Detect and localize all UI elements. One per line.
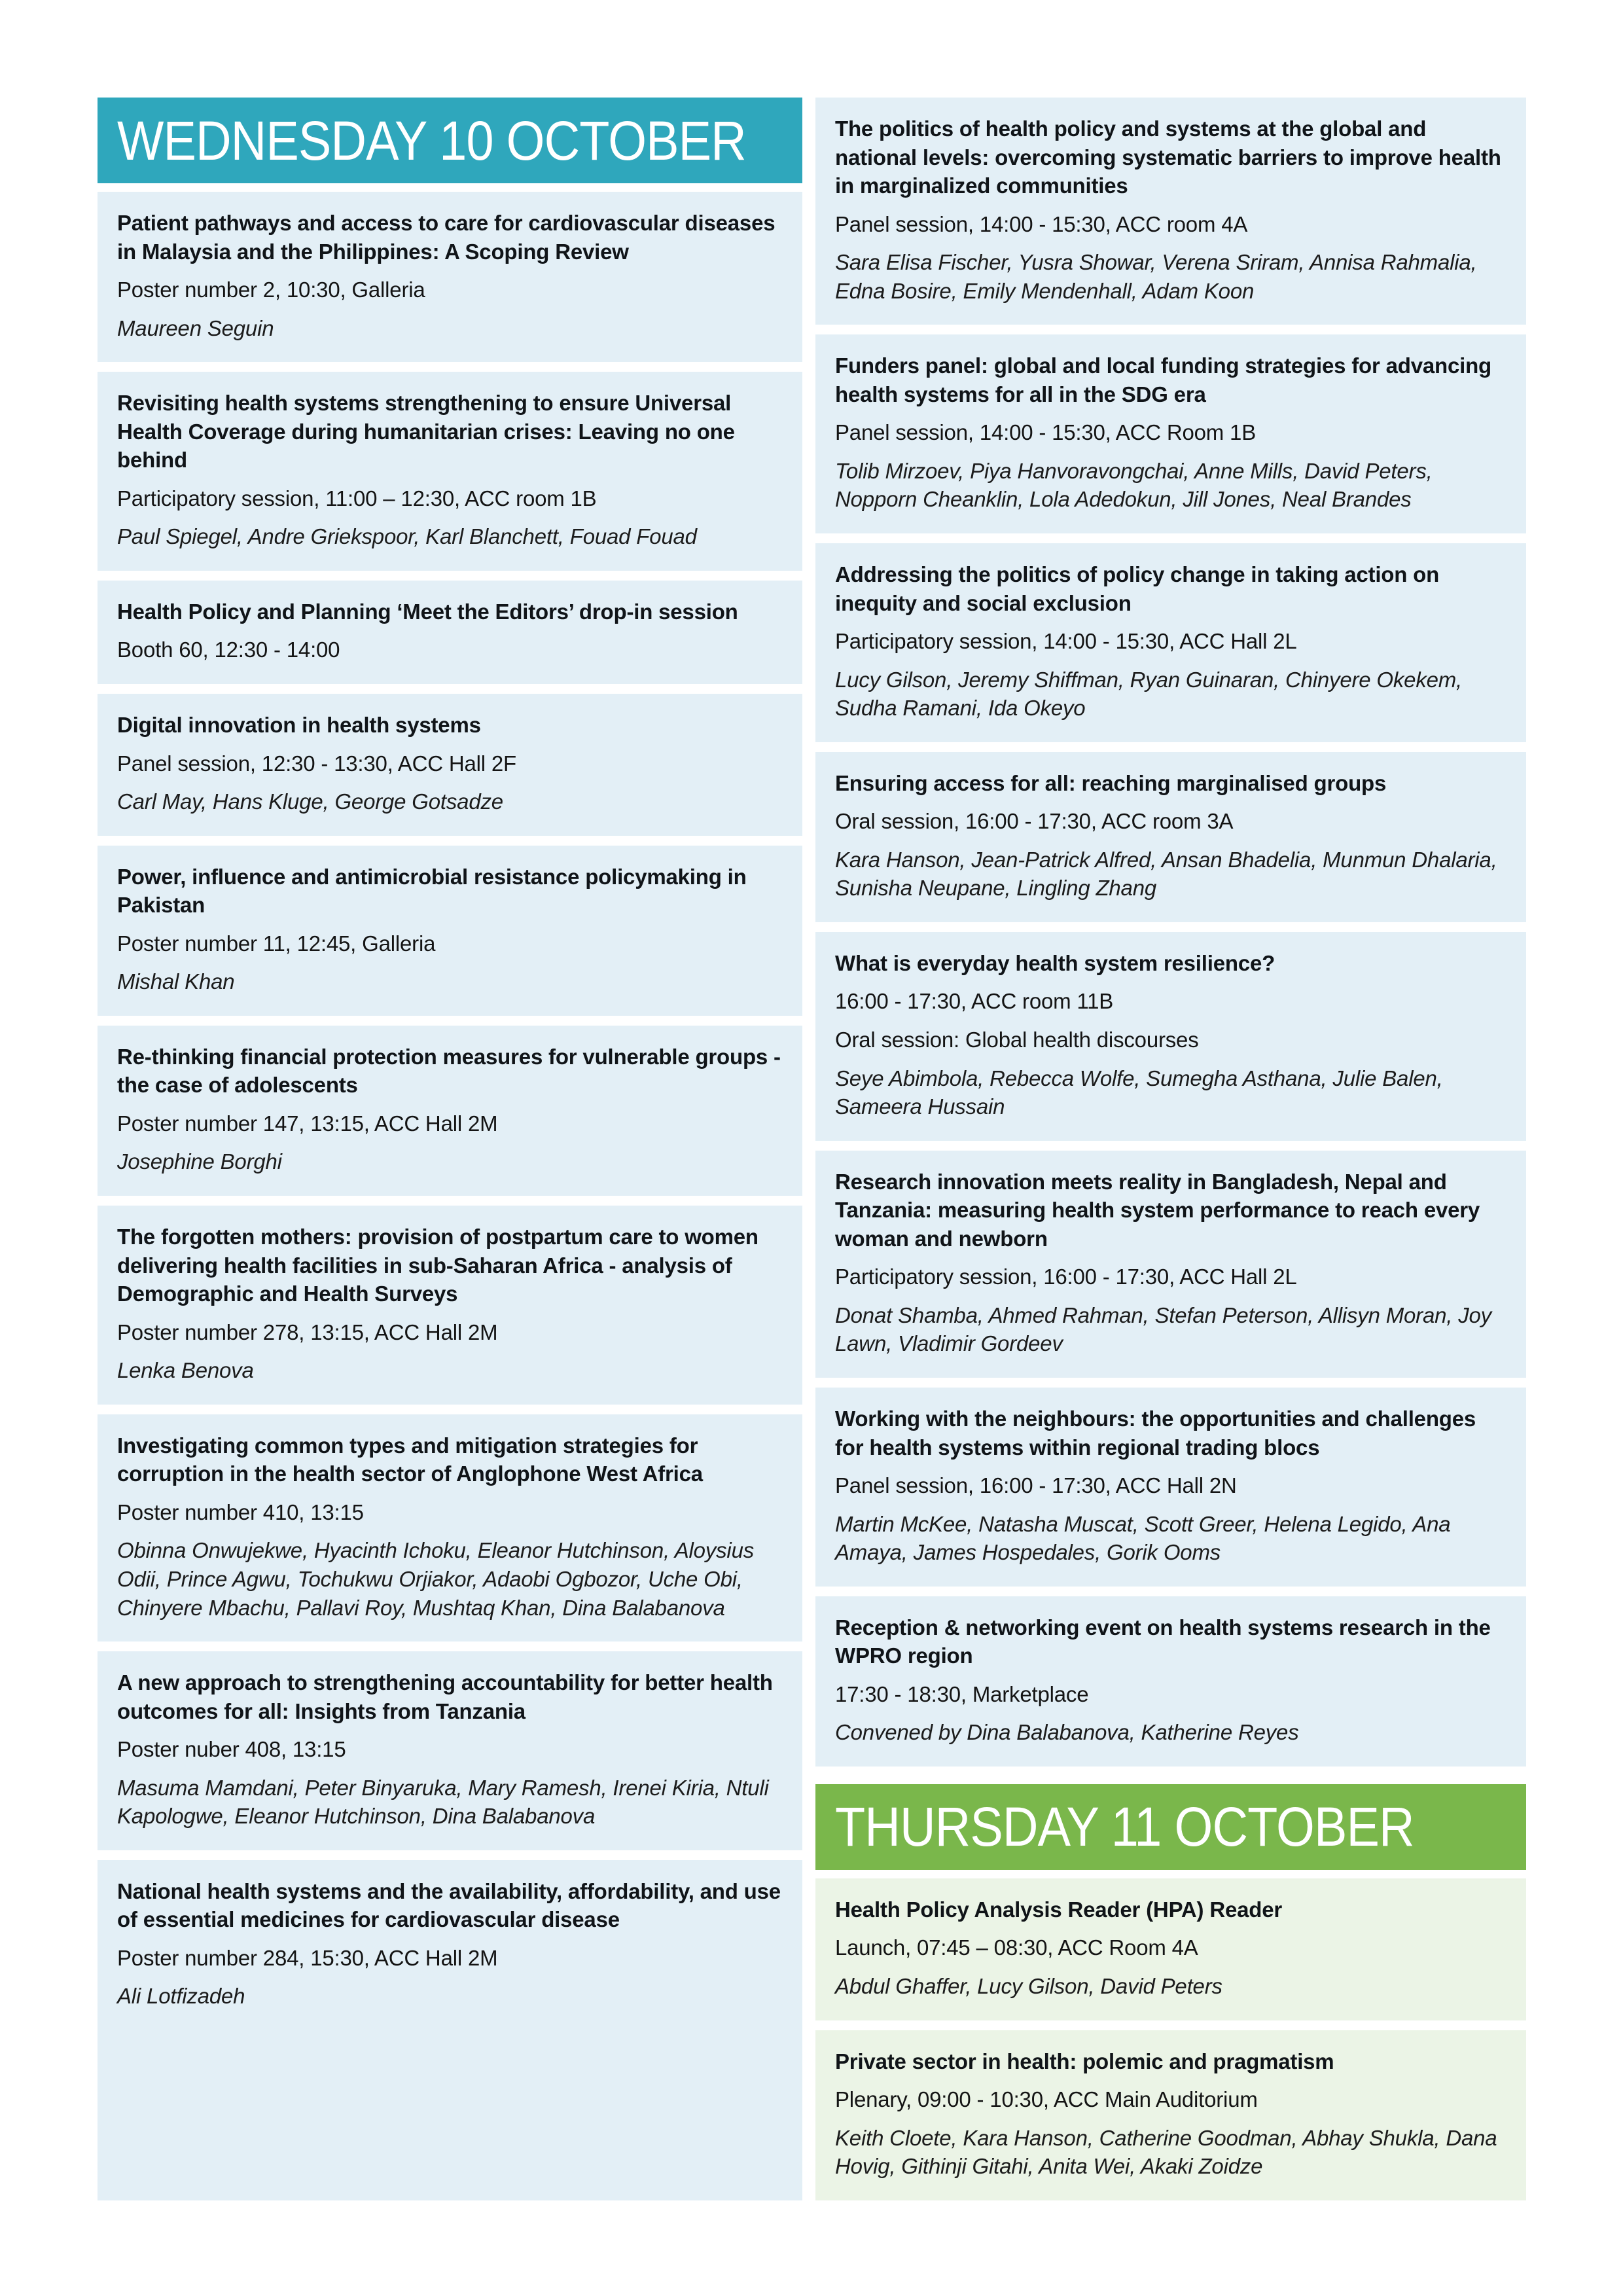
event-card [98, 694, 802, 836]
event-session: Plenary, 09:00 - 10:30, ACC Main Auditorium [835, 2087, 1258, 2112]
event-title: Investigating common types and mitigation strategies for corruption in the health sector of Anglophone West Africa [117, 1433, 703, 1486]
event-card [815, 1596, 1526, 1767]
event-title: Patient pathways and access to care for cardiovascular diseases in Malaysia and the Philippines: A Scoping Review [117, 211, 776, 264]
event-speakers: Abdul Ghaffer, Lucy Gilson, David Peters [835, 1973, 1222, 1998]
event-session: Launch, 07:45 – 08:30, ACC Room 4A [835, 1935, 1198, 1960]
event-session: Participatory session, 11:00 – 12:30, ACC room 1B [117, 486, 597, 511]
event-speakers: Mishal Khan [117, 969, 235, 994]
event-session: Poster number 278, 13:15, ACC Hall 2M [117, 1319, 498, 1344]
event-card [98, 1651, 802, 1850]
column-right [815, 98, 1526, 2200]
event-title: Addressing the politics of policy change in taking action on inequity and social exclusion [835, 562, 1440, 615]
event-card [815, 1388, 1526, 1587]
event-card [815, 752, 1526, 922]
event-session: 16:00 - 17:30, ACC room 11B [835, 989, 1114, 1014]
event-title: Funders panel: global and local funding strategies for advancing health systems for all in the SDG era [835, 353, 1491, 406]
event-title: A new approach to strengthening accountability for better health outcomes for all: Insights from Tanzania [117, 1670, 773, 1723]
event-session: Poster number 147, 13:15, ACC Hall 2M [117, 1111, 498, 1136]
event-session-type: Oral session: Global health discourses [835, 1028, 1199, 1052]
event-title: The forgotten mothers: provision of postpartum care to women delivering health facilities in sub-Saharan Africa - analysis of Demographic and Health Surveys [117, 1225, 758, 1306]
event-session: Panel session, 14:00 - 15:30, ACC Room 1B [835, 420, 1257, 445]
event-speakers: Paul Spiegel, Andre Griekspoor, Karl Blanchett, Fouad Fouad [117, 524, 697, 549]
event-speakers: Lucy Gilson, Jeremy Shiffman, Ryan Guinaran, Chinyere Okekem, Sudha Ramani, Ida Okeyo [835, 667, 1463, 721]
event-title: National health systems and the availability, affordability, and use of essential medicines for cardiovascular disease [117, 1878, 781, 1932]
event-speakers: Seye Abimbola, Rebecca Wolfe, Sumegha Asthana, Julie Balen, Sameera Hussain [835, 1066, 1443, 1119]
event-session: Poster number 2, 10:30, Galleria [117, 278, 425, 302]
day-header-thursday-label: THURSDAY 11 OCTOBER [835, 1796, 1414, 1858]
event-speakers: Lenka Benova [117, 1358, 254, 1383]
event-title: Revisiting health systems strengthening to ensure Universal Health Coverage during humanitarian crises: Leaving no one behind [117, 391, 735, 473]
event-card [98, 846, 802, 1016]
event-speakers: Obinna Onwujekwe, Hyacinth Ichoku, Eleanor Hutchinson, Aloysius Odii, Prince Agwu, Tochukwu Orjiakor, Adaobi Ogbozor, Uche Obi, Chinyere Mbachu, Pallavi Roy, Mushtaq Khan, Dina Balabanova [117, 1538, 755, 1620]
event-card [815, 98, 1526, 325]
event-session: 17:30 - 18:30, Marketplace [835, 1681, 1089, 1706]
event-title: The politics of health policy and systems at the global and national levels: overcoming systematic barriers to improve health in marginalized communities [835, 117, 1501, 198]
event-title: Health Policy and Planning ‘Meet the Editors’ drop-in session [117, 599, 738, 624]
event-card [815, 543, 1526, 742]
event-card [815, 2030, 1526, 2200]
event-session: Booth 60, 12:30 - 14:00 [117, 637, 340, 662]
event-session: Poster number 284, 15:30, ACC Hall 2M [117, 1945, 498, 1970]
event-session: Poster number 410, 13:15 [117, 1499, 364, 1524]
event-session: Participatory session, 16:00 - 17:30, ACC Hall 2L [835, 1265, 1297, 1289]
event-title: Reception & networking event on health systems research in the WPRO region [835, 1615, 1491, 1668]
day-header-wednesday-label: WEDNESDAY 10 OCTOBER [117, 109, 746, 171]
event-session: Panel session, 14:00 - 15:30, ACC room 4A [835, 211, 1248, 236]
event-title: Ensuring access for all: reaching marginalised groups [835, 770, 1387, 795]
event-speakers: Martin McKee, Natasha Muscat, Scott Greer, Helena Legido, Ana Amaya, James Hospedales, Gorik Ooms [835, 1511, 1451, 1565]
event-card [815, 334, 1526, 533]
event-session: Panel session, 16:00 - 17:30, ACC Hall 2N [835, 1473, 1237, 1498]
event-title: Health Policy Analysis Reader (HPA) Reader [835, 1897, 1283, 1922]
event-card [815, 1151, 1526, 1378]
event-speakers: Sara Elisa Fischer, Yusra Showar, Verena Sriram, Annisa Rahmalia, Edna Bosire, Emily Mendenhall, Adam Koon [835, 250, 1477, 303]
event-session: Panel session, 12:30 - 13:30, ACC Hall 2F [117, 751, 516, 776]
event-speakers: Carl May, Hans Kluge, George Gotsadze [117, 789, 503, 814]
event-title: Research innovation meets reality in Bangladesh, Nepal and Tanzania: measuring health system performance to reach every woman and newborn [835, 1169, 1480, 1251]
day-header-wednesday [98, 98, 802, 183]
event-session: Participatory session, 14:00 - 15:30, ACC Hall 2L [835, 629, 1297, 654]
event-speakers: Josephine Borghi [117, 1149, 282, 1174]
column-left [98, 98, 802, 2200]
event-card [98, 1026, 802, 1196]
event-speakers: Tolib Mirzoev, Piya Hanvoravongchai, Anne Mills, David Peters, Nopporn Cheanklin, Lola Adedokun, Jill Jones, Neal Brandes [835, 458, 1433, 512]
event-speakers: Masuma Mamdani, Peter Binyaruka, Mary Ramesh, Irenei Kiria, Ntuli Kapologwe, Eleanor Hutchinson, Dina Balabanova [117, 1775, 769, 1829]
event-card [98, 581, 802, 684]
event-speakers: Donat Shamba, Ahmed Rahman, Stefan Peterson, Allisyn Moran, Joy Lawn, Vladimir Gordeev [835, 1302, 1491, 1356]
event-card [815, 932, 1526, 1141]
event-card [98, 1206, 802, 1405]
event-speakers: Kara Hanson, Jean-Patrick Alfred, Ansan Bhadelia, Munmun Dhalaria, Sunisha Neupane, Lingling Zhang [835, 847, 1497, 901]
event-card [815, 1878, 1526, 2020]
event-session: Oral session, 16:00 - 17:30, ACC room 3A [835, 809, 1234, 834]
event-title: Re-thinking financial protection measures for vulnerable groups - the case of adolescents [117, 1044, 781, 1098]
event-title: What is everyday health system resilience? [835, 950, 1275, 975]
event-card [98, 1414, 802, 1641]
event-title: Private sector in health: polemic and pragmatism [835, 2049, 1334, 2073]
event-card [98, 372, 802, 571]
day-header-thursday [815, 1784, 1526, 1870]
event-speakers: Convened by Dina Balabanova, Katherine Reyes [835, 1720, 1299, 1745]
event-speakers: Ali Lotfizadeh [117, 1984, 245, 2009]
event-title: Power, influence and antimicrobial resistance policymaking in Pakistan [117, 864, 747, 918]
event-session: Poster nuber 408, 13:15 [117, 1737, 346, 1762]
event-speakers: Keith Cloete, Kara Hanson, Catherine Goodman, Abhay Shukla, Dana Hovig, Githinji Gitahi, Anita Wei, Akaki Zoidze [835, 2125, 1497, 2179]
conference-program-page [98, 98, 1526, 2200]
event-card [98, 192, 802, 362]
event-speakers: Maureen Seguin [117, 315, 274, 340]
event-card [98, 1860, 802, 2200]
event-session: Poster number 11, 12:45, Galleria [117, 931, 436, 956]
event-title: Digital innovation in health systems [117, 713, 481, 738]
event-title: Working with the neighbours: the opportunities and challenges for health systems within regional trading blocs [835, 1406, 1476, 1460]
